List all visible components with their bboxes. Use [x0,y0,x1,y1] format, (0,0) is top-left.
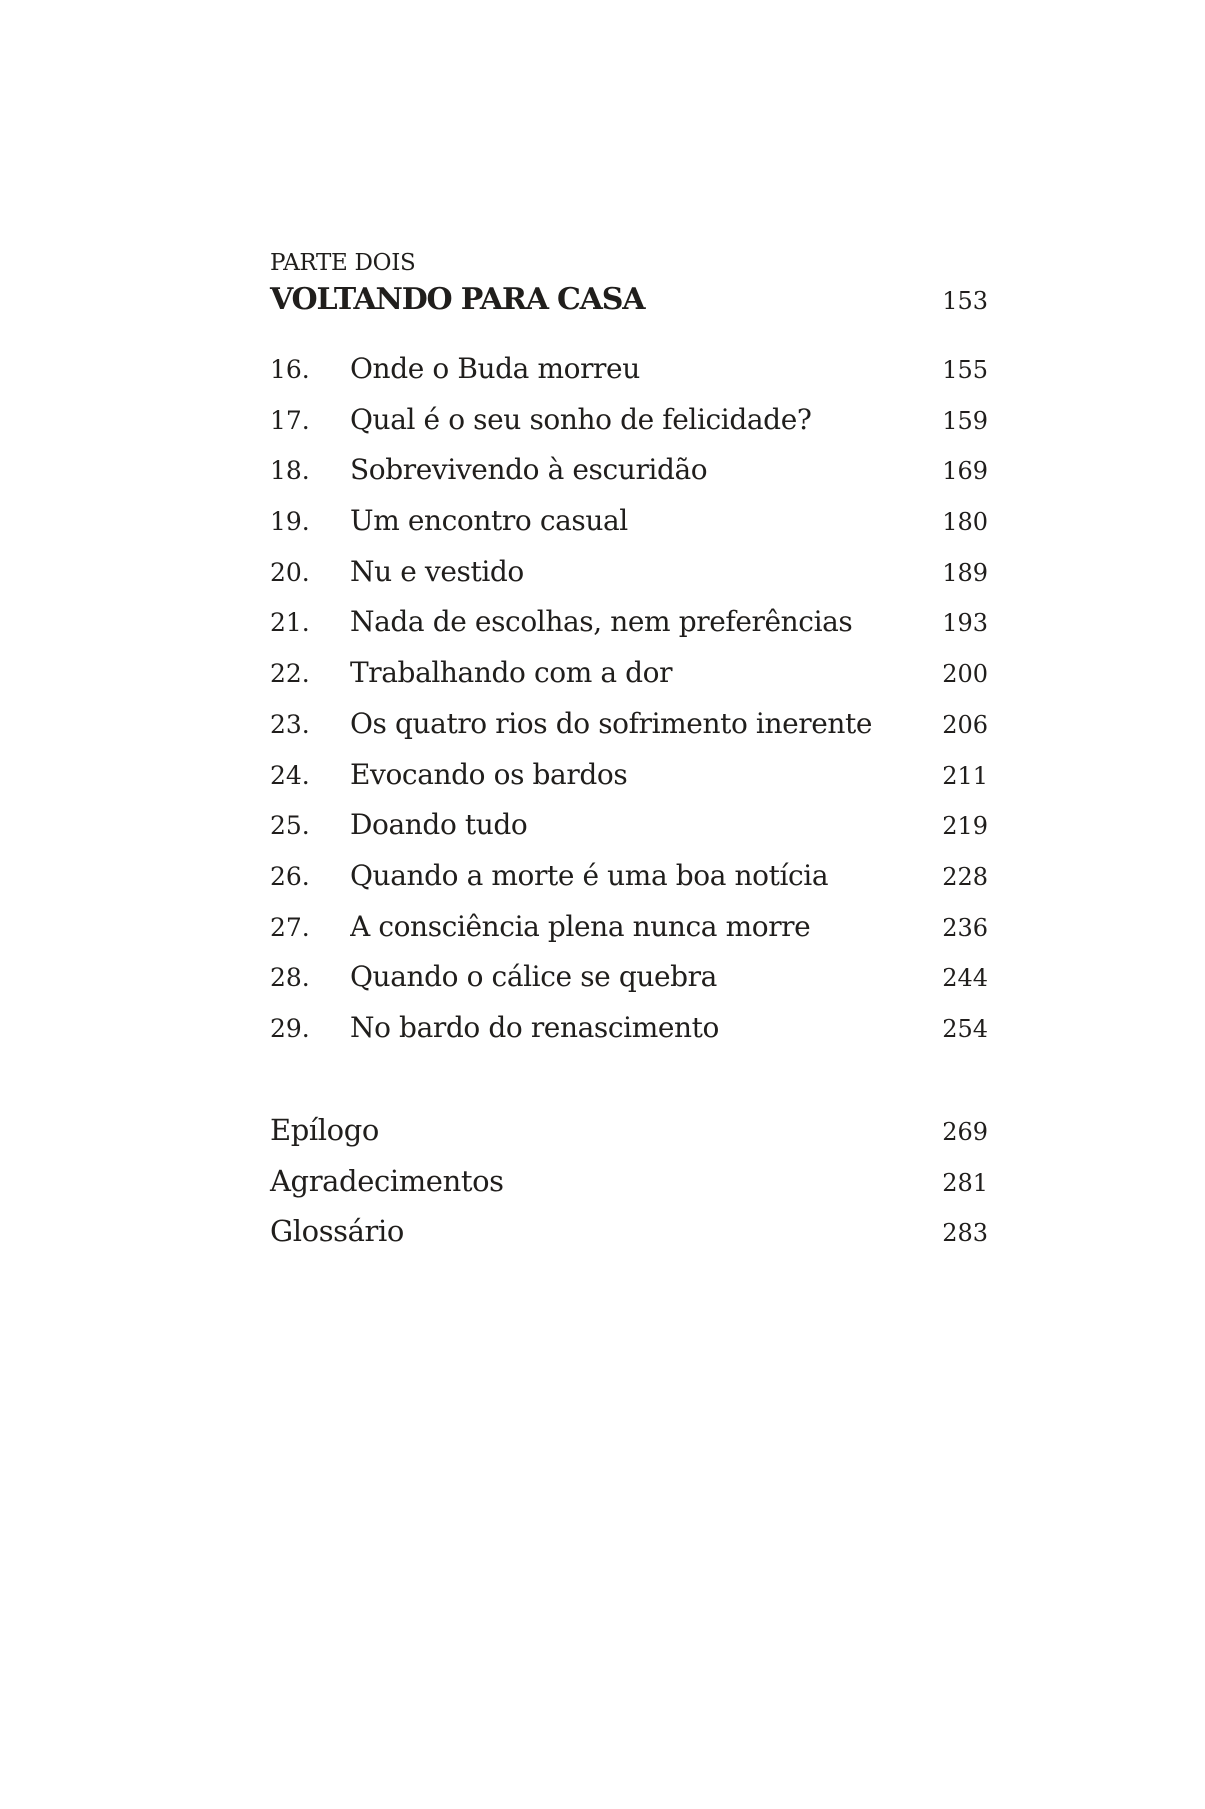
chapter-page-number: 211 [942,761,988,790]
toc-backmatter-row [270,1105,988,1156]
chapter-number: 22. [270,659,310,689]
chapter-number: 21. [270,608,310,638]
chapter-number: 19. [270,507,310,537]
chapter-title: Doando tudo [350,808,528,842]
chapter-page-number: 193 [942,609,988,638]
chapter-page-number: 219 [942,812,988,841]
chapter-number: 29. [270,1013,310,1043]
toc-chapter-row [270,800,988,851]
chapter-title: Trabalhando com a dor [350,656,673,690]
chapter-page-number: 206 [942,710,988,739]
chapter-number: 28. [270,963,310,993]
chapter-number: 16. [270,355,310,384]
toc-backmatter-row [270,1156,988,1207]
chapter-title: Nada de escolhas, nem preferências [350,605,853,639]
part-title-row [270,282,988,317]
chapter-title: Os quatro rios do sofrimento inerente [350,706,873,740]
backmatter-title: Epílogo [270,1113,379,1147]
toc-chapter-row [270,496,988,547]
backmatter-page-number: 269 [942,1118,988,1146]
part-page-number: 153 [942,287,988,315]
chapter-title: Quando o cálice se quebra [350,960,717,994]
toc-chapter-row [270,952,988,1003]
chapter-page-number: 200 [942,660,988,689]
toc-chapter-row [270,597,988,648]
chapter-title: Nu e vestido [350,554,524,588]
chapter-number: 17. [270,405,310,435]
chapter-title: No bardo do renascimento [350,1010,719,1044]
chapter-title: Um encontro casual [350,504,628,538]
toc-chapter-row [270,851,988,902]
backmatter-page-number: 281 [942,1168,988,1197]
chapter-title: Quando a morte é uma boa notícia [350,858,829,892]
chapter-number: 24. [270,760,310,790]
toc-chapter-row [270,750,988,801]
part-title: VOLTANDO PARA CASA [270,282,645,317]
chapter-number: 20. [270,557,310,587]
toc-chapter-row [270,699,988,750]
chapter-page-number: 236 [942,913,988,942]
part-label: PARTE DOIS [270,250,416,276]
chapter-title: Qual é o seu sonho de felicidade? [350,402,812,436]
chapter-title: Onde o Buda morreu [350,352,640,385]
chapter-page-number: 180 [942,508,988,537]
chapter-page-number: 155 [942,356,988,384]
toc-chapter-row [270,902,988,953]
backmatter-list [270,1105,988,1257]
chapter-number: 25. [270,811,310,841]
toc-chapter-row [270,1003,988,1054]
toc-backmatter-row [270,1206,988,1257]
chapter-list [270,344,988,1054]
chapter-number: 23. [270,709,310,739]
chapter-number: 27. [270,912,310,942]
chapter-page-number: 159 [942,406,988,435]
chapter-number: 18. [270,456,310,486]
chapter-title: A consciência plena nunca morre [350,909,811,943]
chapter-page-number: 244 [942,964,988,993]
backmatter-title: Agradecimentos [270,1163,504,1198]
chapter-title: Evocando os bardos [350,757,628,791]
chapter-page-number: 189 [942,558,988,587]
chapter-page-number: 228 [942,862,988,891]
chapter-title: Sobrevivendo à escuridão [350,453,708,487]
backmatter-title: Glossário [270,1214,404,1249]
toc-chapter-row [270,395,988,446]
backmatter-page-number: 283 [942,1219,988,1248]
toc-chapter-row [270,648,988,699]
toc-chapter-row [270,344,988,395]
chapter-page-number: 169 [942,457,988,486]
chapter-page-number: 254 [942,1014,988,1043]
toc-chapter-row [270,445,988,496]
toc-chapter-row [270,547,988,598]
table-of-contents [270,0,988,1809]
chapter-number: 26. [270,861,310,891]
